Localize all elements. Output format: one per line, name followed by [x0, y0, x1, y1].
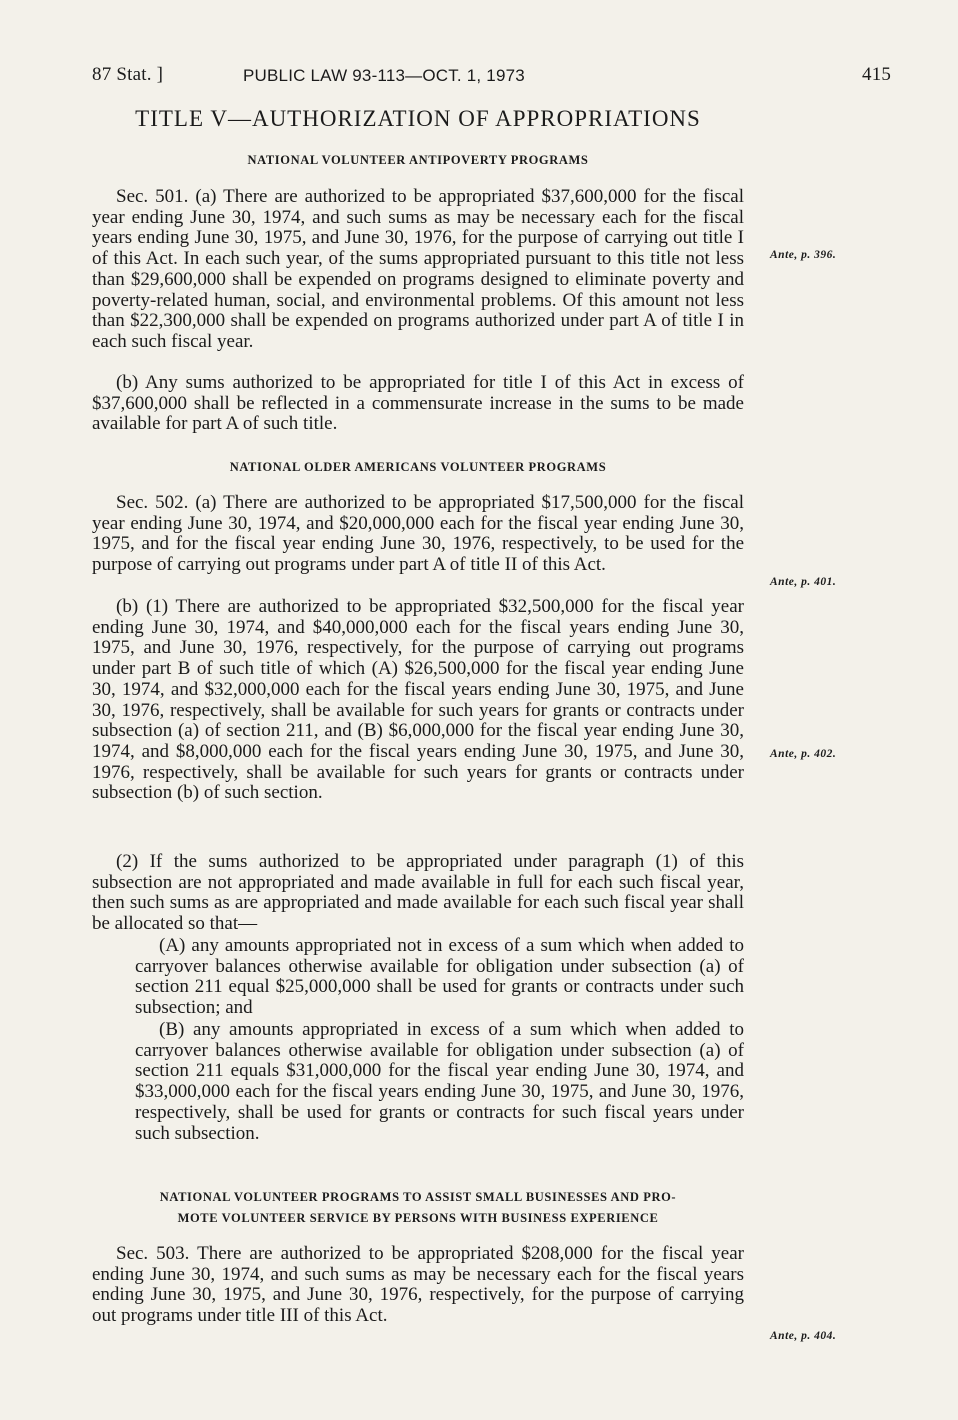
page-number: 415 [862, 64, 892, 85]
section-503-paragraph: Sec. 503. There are authorized to be appropriated $208,000 for the fiscal year ending June 30, 1974, and such sums as may be necessary each for the fiscal years ending June 30, 1975, and June 30, 1976, respectively, for the purpose of carrying out programs under title III of this Act. [92, 1243, 744, 1327]
title-heading: TITLE V—AUTHORIZATION OF APPROPRIATIONS [135, 106, 701, 131]
section-501-paragraph-a: Sec. 501. (a) There are authorized to be appropriated $37,600,000 for the fiscal year ending June 30, 1974, and such sums as may be necessary each for the fiscal years ending June 30, 1975, and June 30, 1976, for the purpose of carrying out title I of this Act. In each such year, of the sums appropriated pursuant to this title not less than $29,600,000 shall be expended on programs designed to eliminate poverty and poverty-related human, social, and environmental problems. Of this amount not less than $22,300,000 shall be expended on programs authorized under part A of title I in each such fiscal year. [92, 186, 744, 352]
section-502-clause-a: (A) any amounts appropriated not in excess of a sum which when added to carryover balances otherwise available for obligation under subsection (a) of section 211 equal $25,000,000 shall be used for grants or contracts under such subsection; and [135, 935, 744, 1019]
margin-note-ante-396: Ante, p. 396. [770, 249, 837, 261]
margin-note-ante-402: Ante, p. 402. [770, 748, 837, 760]
margin-note-ante-404: Ante, p. 404. [770, 1330, 837, 1342]
section-502-paragraph-b1: (b) (1) There are authorized to be appropriated $32,500,000 for the fiscal year ending June 30, 1974, and $40,000,000 each for the fiscal years ending June 30, 1975, and June 30, 1976, respectively, for the purpose of carrying out programs under part B of such title of which (A) $26,500,000 for the fiscal year ending June 30, 1974, and $32,000,000 each for the fiscal years ending June 30, 1975, and June 30, 1976, respectively, shall be available for such years for grants or contracts under subsection (a) of section 211, and (B) $6,000,000 for the fiscal year ending June 30, 1974, and $8,000,000 each for the fiscal years ending June 30, 1975, and June 30, 1976, respectively, shall be available for such years for grants or contracts under subsection (b) of such section. [92, 596, 744, 804]
section-501-paragraph-b: (b) Any sums authorized to be appropriated for title I of this Act in excess of $37,600,000 shall be reflected in a commensurate increase in the sums to be made available for part A of such title. [92, 372, 744, 435]
section-502-heading: NATIONAL OLDER AMERICANS VOLUNTEER PROGRAMS [229, 460, 607, 474]
section-503-heading-line2: MOTE VOLUNTEER SERVICE BY PERSONS WITH BUSINESS EXPERIENCE [177, 1211, 659, 1225]
section-503-heading-line1: NATIONAL VOLUNTEER PROGRAMS TO ASSIST SMALL BUSINESSES AND PRO- [159, 1190, 677, 1204]
section-502-clause-b: (B) any amounts appropriated in excess of a sum which when added to carryover balances otherwise available for obligation under subsection (a) of section 211 equals $31,000,000 for the fiscal year ending June 30, 1974, and $33,000,000 each for the fiscal years ending June 30, 1975, and June 30, 1976, respectively, shall be used for grants or contracts for such fiscal years under such subsection. [135, 1019, 744, 1144]
section-502-paragraph-b2: (2) If the sums authorized to be appropriated under paragraph (1) of this subsection are not appropriated and made available in full for each such fiscal year, then such sums as are appropriated and made available for each such fiscal year shall be allocated so that— [92, 851, 744, 935]
section-502-paragraph-a: Sec. 502. (a) There are authorized to be appropriated $17,500,000 for the fiscal year ending June 30, 1974, and $20,000,000 each for the fiscal year ending June 30, 1975, and for the fiscal year ending June 30, 1976, respectively, to be used for the purpose of carrying out programs under part A of title II of this Act. [92, 492, 744, 576]
header-law-title: PUBLIC LAW 93-113—OCT. 1, 1973 [243, 66, 525, 85]
header-statute-ref: 87 Stat. ] [92, 64, 164, 85]
section-501-heading: NATIONAL VOLUNTEER ANTIPOVERTY PROGRAMS [247, 153, 589, 167]
margin-note-ante-401: Ante, p. 401. [770, 576, 837, 588]
